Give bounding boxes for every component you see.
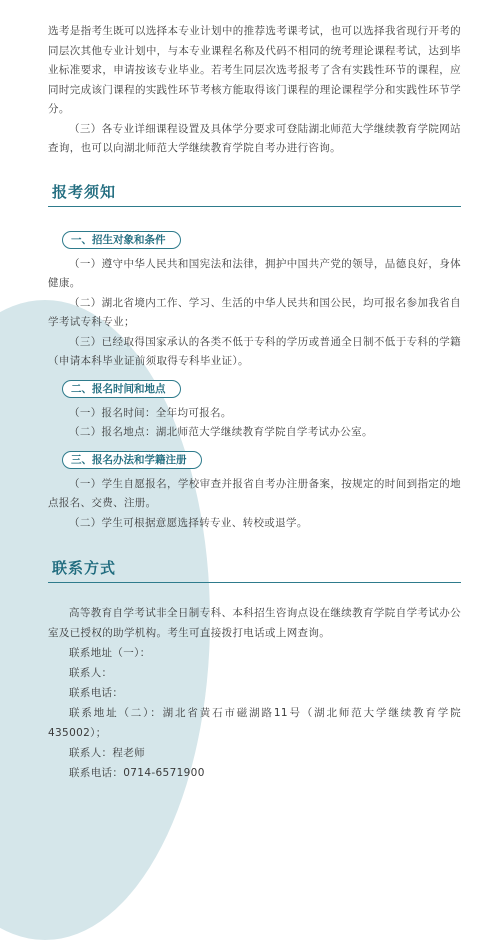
eligibility-item-3: （三）已经取得国家承认的各类不低于专科的学历或普通全日制不低于专科的学籍（申请本科毕业证前须取得专科毕业证）。 bbox=[48, 335, 461, 367]
contact-line: 联系地址（二）：湖北省黄石市磁湖路11号（湖北师范大学继续教育学院 435002）； bbox=[48, 707, 461, 739]
section-title-text: 报考须知 bbox=[52, 182, 117, 201]
intro-paragraph-1: 选考是指考生既可以选择本专业计划中的推荐选考课考试，也可以选择我省现行开考的同层次其他专业计划中，与本专业课程名称及代码不相同的统考理论课程考试，达到毕业标准要求，申请按该专业毕业。若考生同层次选考报考了含有实践性环节的课程，应同时完成该门课程的实践性环节考核方能取得该门课程的理论课程学分和实践性环节学分。 bbox=[48, 25, 461, 115]
section-title-text: 联系方式 bbox=[52, 559, 117, 577]
subsection-title-enrollment: 三、报名办法和学籍注册 bbox=[62, 451, 202, 469]
eligibility-item-1: （一）遵守中华人民共和国宪法和法律，拥护中国共产党的领导，品德良好，身体健康。 bbox=[48, 257, 461, 289]
enrollment-item-2: （二）学生可根据意愿选择转专业、转校或退学。 bbox=[69, 516, 308, 529]
time-place-item-1: （一）报名时间：全年均可报名。 bbox=[69, 406, 232, 419]
section-title-registration bbox=[48, 181, 461, 207]
contact-line: 联系地址（一）： bbox=[69, 647, 151, 659]
contact-line: 联系电话： bbox=[69, 687, 124, 699]
contact-line: 联系人：程老师 bbox=[69, 747, 145, 759]
contact-intro: 高等教育自学考试非全日制专科、本科招生咨询点设在继续教育学院自学考试办公室及已授权的助学机构。考生可直接拨打电话或上网查询。 bbox=[48, 607, 461, 639]
subsection-title-time-place: 二、报名时间和地点 bbox=[62, 380, 181, 398]
intro-block bbox=[48, 0, 461, 159]
eligibility-item-2: （二）湖北省境内工作、学习、生活的中华人民共和国公民，均可报名参加我省自学考试专科专业； bbox=[48, 296, 461, 328]
enrollment-item-1: （一）学生自愿报名，学校审查并报省自考办注册备案，按规定的时间到指定的地点报名、交费、注册。 bbox=[48, 477, 461, 509]
subsection-title-eligibility: 一、招生对象和条件 bbox=[62, 231, 181, 249]
contact-line: 联系电话：0714-6571900 bbox=[69, 767, 205, 779]
section-title-contact bbox=[48, 557, 461, 583]
contact-line: 联系人： bbox=[69, 667, 113, 679]
contact-block bbox=[48, 603, 461, 783]
time-place-item-2: （二）报名地点：湖北师范大学继续教育学院自学考试办公室。 bbox=[69, 426, 373, 438]
intro-paragraph-2: （三）各专业详细课程设置及具体学分要求可登陆湖北师范大学继续教育学院网站查询，也可以向湖北师范大学继续教育学院自考办进行咨询。 bbox=[48, 122, 461, 154]
